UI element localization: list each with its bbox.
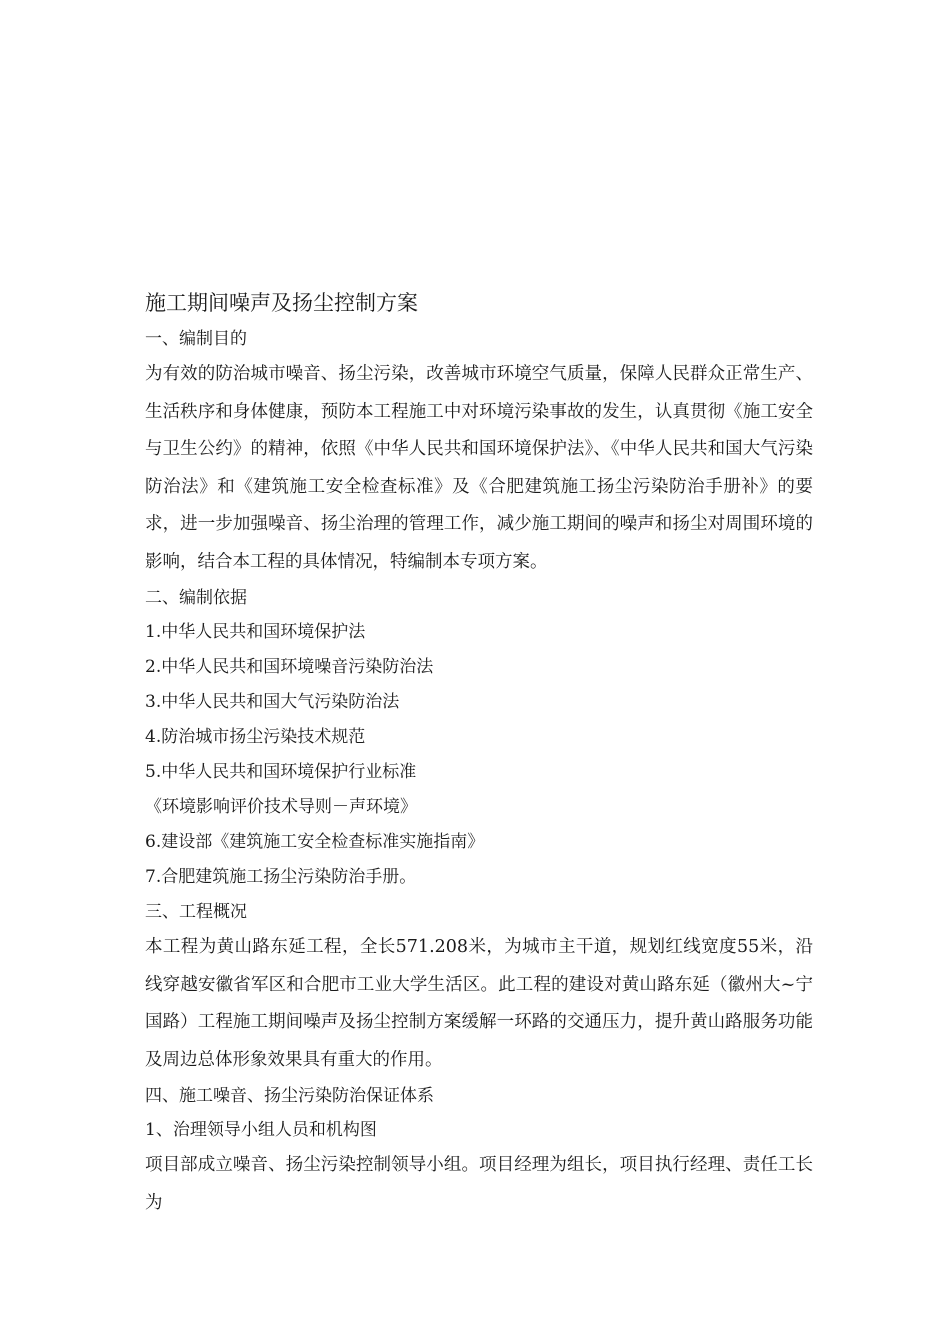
section-heading-basis: 二、编制依据 (145, 588, 247, 608)
basis-list-item: 7.合肥建筑施工扬尘污染防治手册。 (145, 867, 417, 887)
purpose-paragraph: 为有效的防治城市噪音、扬尘污染，改善城市环境空气质量，保障人民群众正常生产、生活秩序和身体健康，预防本工程施工中对环境污染事故的发生，认真贯彻《施工安全与卫生公约》的精神，依照《中华人民共和国环境保护法》、《中华人民共和国大气污染防治法》和《建筑施工安全检查标准》及《合肥建筑施工扬尘污染防治手册补》的要求，进一步加强噪音、扬尘治理的管理工作，减少施工期间的噪声和扬尘对周围环境的影响，结合本工程的具体情况，特编制本专项方案。 (145, 364, 813, 572)
basis-list-item: 5.中华人民共和国环境保护行业标准 (145, 762, 417, 782)
subheading-leadership-group: 1、治理领导小组人员和机构图 (145, 1120, 377, 1140)
document-body (145, 284, 813, 1222)
overview-paragraph: 本工程为黄山路东延工程，全长571.208米，为城市主干道，规划红线宽度55米，沿线穿越安徽省军区和合肥市工业大学生活区。此工程的建设对黄山路东延（徽州大~宁国路）工程施工期间噪声及扬尘控制方案缓解一环路的交通压力，提升黄山路服务功能及周边总体形象效果具有重大的作用。 (145, 937, 813, 1070)
basis-list-item: 6.建设部《建筑施工安全检查标准实施指南》 (145, 832, 485, 852)
section-heading-purpose: 一、编制目的 (145, 329, 247, 349)
section-heading-overview: 三、工程概况 (145, 902, 247, 922)
basis-list-item: 4.防治城市扬尘污染技术规范 (145, 727, 366, 747)
basis-list-item: 1.中华人民共和国环境保护法 (145, 622, 366, 642)
document-title: 施工期间噪声及扬尘控制方案 (145, 291, 418, 315)
leadership-paragraph: 项目部成立噪音、扬尘污染控制领导小组。项目经理为组长，项目执行经理、责任工长为 (145, 1155, 813, 1213)
basis-list-item: 《环境影响评价技术导则－声环境》 (145, 797, 417, 817)
basis-list-item: 3.中华人民共和国大气污染防治法 (145, 692, 400, 712)
section-heading-system: 四、施工噪音、扬尘污染防治保证体系 (145, 1086, 434, 1106)
basis-list-item: 2.中华人民共和国环境噪音污染防治法 (145, 657, 434, 677)
